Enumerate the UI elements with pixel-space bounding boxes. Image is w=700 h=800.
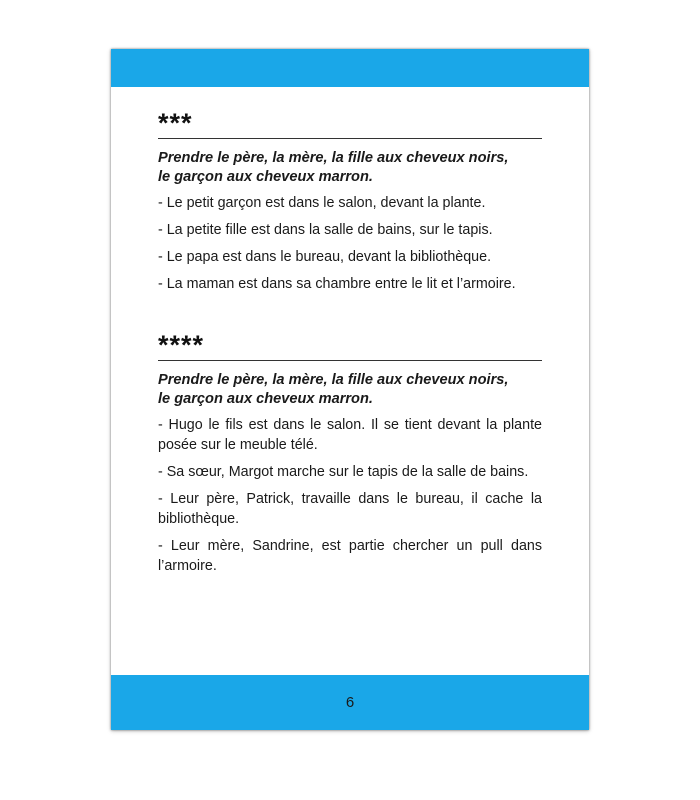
list-item: - La petite fille est dans la salle de bains, sur le tapis.	[158, 222, 493, 238]
list-item: - Sa sœur, Margot marche sur le tapis de la salle de bains.	[158, 464, 529, 480]
top-color-band	[111, 49, 589, 87]
list-item: - Hugo le fils est dans le salon. Il se tient devant la plante posée sur le meuble télé.	[158, 417, 542, 453]
list-item: - La maman est dans sa chambre entre le lit et l’armoire.	[158, 276, 516, 292]
page-number: 6	[345, 694, 355, 711]
book-page	[111, 49, 589, 730]
instruction-line-1: Prendre le père, la mère, la fille aux cheveux noirs,	[158, 372, 509, 388]
section-divider	[158, 138, 542, 139]
instruction-text	[158, 371, 542, 409]
section-four-stars	[158, 328, 542, 583]
list-item: - Le papa est dans le bureau, devant la bibliothèque.	[158, 249, 492, 265]
difficulty-marker: ****	[158, 330, 205, 360]
difficulty-marker: ***	[158, 108, 193, 138]
bottom-color-band	[111, 675, 589, 730]
instruction-line-1: Prendre le père, la mère, la fille aux cheveux noirs,	[158, 150, 509, 166]
list-item: - Le petit garçon est dans le salon, devant la plante.	[158, 195, 486, 211]
list-item: - Leur père, Patrick, travaille dans le bureau, il cache la bibliothèque.	[158, 491, 542, 527]
list-item: - Leur mère, Sandrine, est partie chercher un pull dans l’armoire.	[158, 538, 542, 574]
instruction-line-2: le garçon aux cheveux marron.	[158, 391, 373, 407]
section-three-stars	[158, 106, 542, 301]
instruction-line-2: le garçon aux cheveux marron.	[158, 169, 373, 185]
instruction-text	[158, 149, 542, 187]
section-divider	[158, 360, 542, 361]
